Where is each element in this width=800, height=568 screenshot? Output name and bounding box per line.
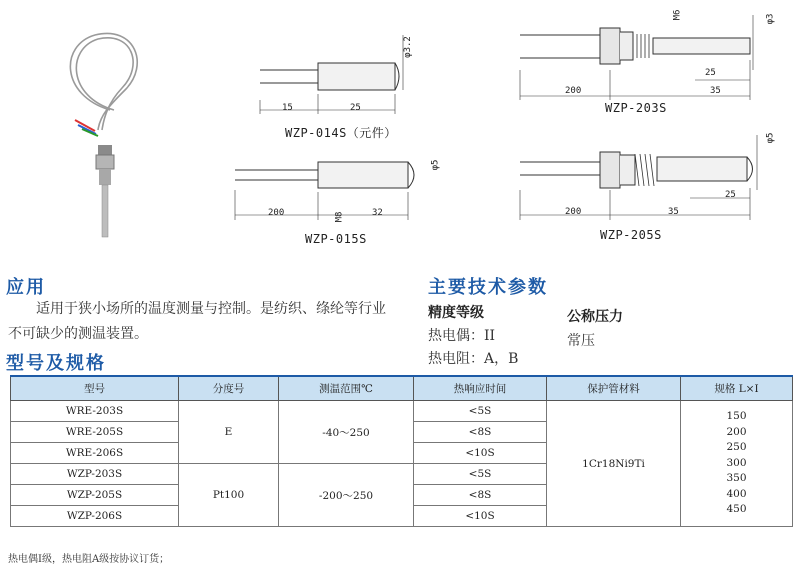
table-header-row <box>11 376 793 401</box>
cell-lengths <box>681 401 793 527</box>
label-wzp-014s: WZP-014S（元件） <box>285 126 397 140</box>
application-heading: 应用 <box>6 277 46 298</box>
dim-205s-35: 35 <box>668 207 679 217</box>
header-length: 规格 L×I <box>681 376 793 401</box>
cell-response: <10S <box>414 443 547 464</box>
cell-range: -40～250 <box>279 401 414 464</box>
length-item: 350 <box>726 472 747 485</box>
cell-material: 1Cr18Ni9Ti <box>547 401 681 527</box>
cell-range: -200～250 <box>279 464 414 527</box>
length-item: 450 <box>726 503 747 516</box>
header-model: 型号 <box>11 376 179 401</box>
cell-response: <8S <box>414 422 547 443</box>
dim-015s-32: 32 <box>372 208 383 218</box>
dim-203s-25: 25 <box>705 68 716 78</box>
cell-model: WRE-205S <box>11 422 179 443</box>
header-material: 保护管材料 <box>547 376 681 401</box>
cell-model: WZP-203S <box>11 464 179 485</box>
footnote: 热电偶I级，热电阻A级按协议订货； <box>8 554 170 565</box>
thermocouple-grade: 热电偶：II <box>428 328 496 344</box>
table-row <box>11 401 793 422</box>
application-text: 适用于狭小场所的温度测量与控制。是纺织、绦纶等行业不可缺少的测温装置。 <box>8 301 386 342</box>
label-wzp-205s: WZP-205S <box>600 228 662 242</box>
pressure-heading: 公称压力 <box>567 309 623 325</box>
diagram-wzp-205s <box>515 130 780 230</box>
length-item: 400 <box>726 487 747 500</box>
cell-response: <10S <box>414 506 547 527</box>
dim-205s-200: 200 <box>565 207 582 217</box>
diagram-wzp-203s <box>515 10 780 105</box>
dim-015s-m8: M8 <box>334 211 345 223</box>
cell-model: WRE-203S <box>11 401 179 422</box>
length-item: 200 <box>726 425 747 438</box>
length-item: 250 <box>726 441 747 454</box>
header-graduation: 分度号 <box>179 376 279 401</box>
dim-015s-dia: φ5 <box>430 159 441 171</box>
header-range: 测温范围℃ <box>279 376 414 401</box>
dim-205s-25: 25 <box>725 190 736 200</box>
dim-203s-200: 200 <box>565 86 582 96</box>
header-response: 热响应时间 <box>414 376 547 401</box>
cell-model: WRE-206S <box>11 443 179 464</box>
cell-model: WZP-206S <box>11 506 179 527</box>
cell-response: <8S <box>414 485 547 506</box>
cell-graduation: Pt100 <box>179 464 279 527</box>
accuracy-heading: 精度等级 <box>428 305 484 321</box>
cell-response: <5S <box>414 464 547 485</box>
pressure-value: 常压 <box>567 333 595 349</box>
dim-203s-35: 35 <box>710 86 721 96</box>
dim-015s-200: 200 <box>268 208 285 218</box>
dim-014s-dia: φ3.2 <box>402 36 413 58</box>
dim-014s-25: 25 <box>350 103 361 113</box>
diagram-wzp-015s <box>230 150 430 230</box>
label-wzp-203s: WZP-203S <box>605 101 667 115</box>
product-photo <box>40 5 155 245</box>
spec-table <box>10 375 793 527</box>
dim-203s-m6: M6 <box>672 9 683 21</box>
cell-graduation: E <box>179 401 279 464</box>
dim-203s-dia: φ3 <box>765 13 776 25</box>
label-wzp-015s: WZP-015S <box>305 232 367 246</box>
length-item: 300 <box>726 456 747 469</box>
cell-model: WZP-205S <box>11 485 179 506</box>
rtd-grade: 热电阻：A，B <box>428 351 519 367</box>
length-item: 150 <box>726 410 747 423</box>
dim-014s-15: 15 <box>282 103 293 113</box>
dim-205s-dia: φ5 <box>765 132 776 144</box>
spec-heading: 型号及规格 <box>6 353 106 374</box>
tech-params-heading: 主要技术参数 <box>428 277 548 298</box>
cell-response: <5S <box>414 401 547 422</box>
